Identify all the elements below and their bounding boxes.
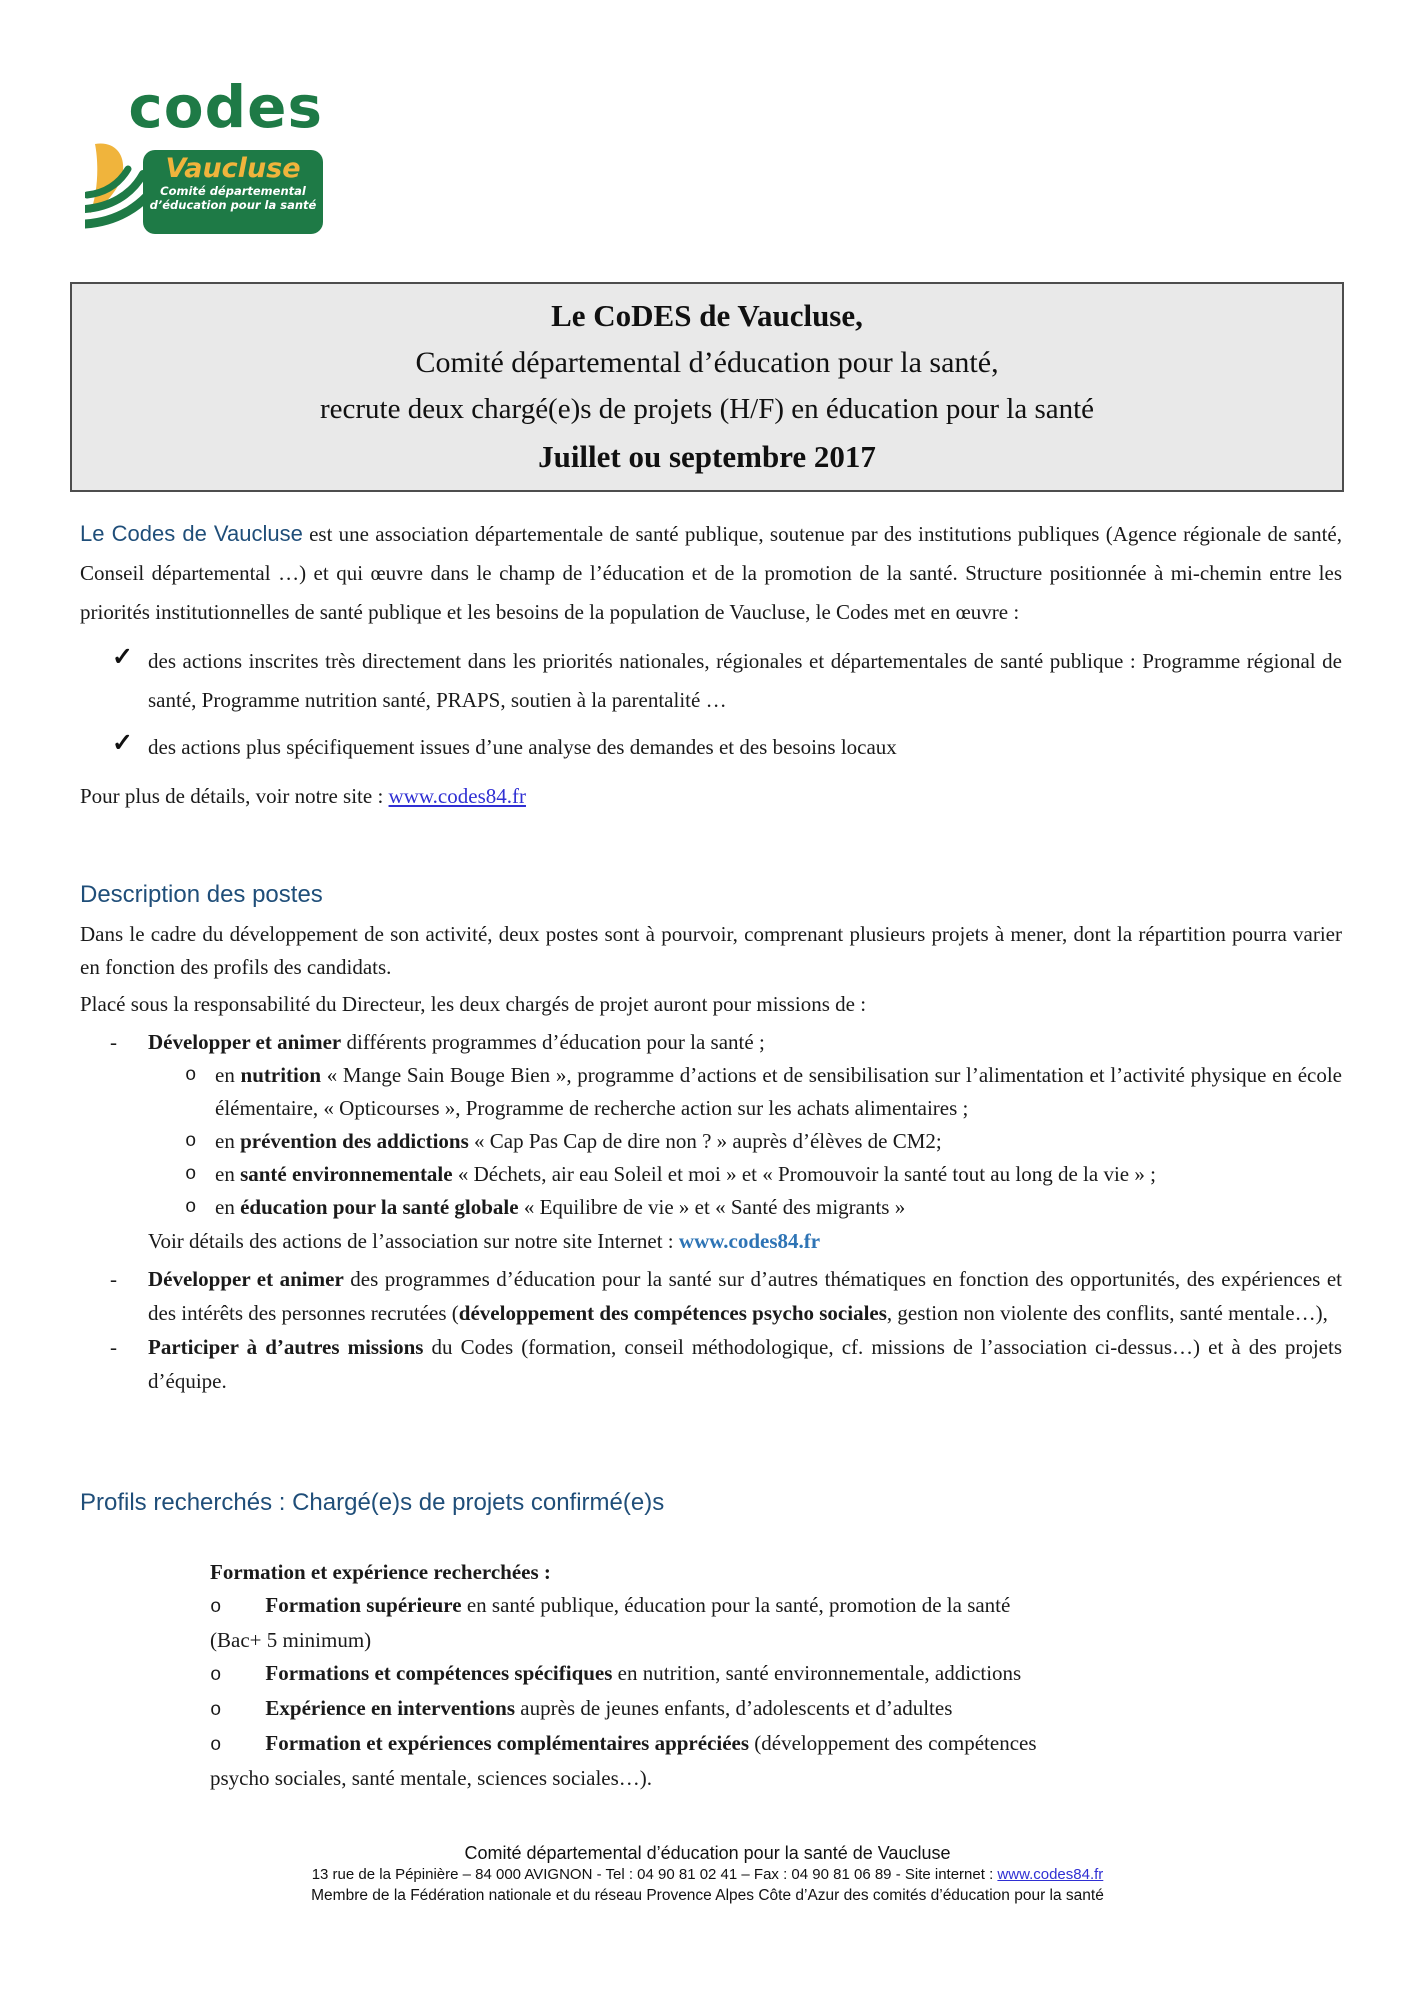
title-box	[70, 282, 1344, 492]
circle-bullet: o	[210, 1699, 222, 1721]
intro-text: est une association départementale de santé publique, soutenue par des institutions publiques (Agence régionale de santé, Conseil départemental …) et qui œuvre dans le champ de l’éducation et de la promotion de la santé. Structure positionnée à mi-chemin entre les priorités institutionnelles de santé publique et les besoins de la population de Vaucluse, le Codes met en œuvre :	[80, 522, 1342, 624]
document-body	[80, 514, 1342, 1795]
dash-bullet: -	[110, 1335, 117, 1359]
section-heading-description: Description des postes	[80, 881, 323, 908]
codes-vaucluse-logo	[85, 73, 323, 234]
check-item-text: des actions inscrites très directement dans les priorités nationales, régionales et départementales de santé publique : Programme régional de santé, Programme nutrition santé, PRAPS, soutien à la parentalité …	[148, 649, 1342, 712]
circle-bullet: o	[210, 1664, 222, 1686]
mission-sub-text: en santé environnementale « Déchets, air eau Soleil et moi » et « Promouvoir la santé tout au long de la vie » ;	[215, 1162, 1156, 1186]
footer-address	[0, 1864, 1415, 1885]
title-line-2: Comité départemental d’éducation pour la santé,	[415, 346, 999, 379]
mission-item-text: Développer et animer des programmes d’éducation pour la santé sur d’autres thématiques en fonction des opportunités, des expériences et des intérêts des personnes recrutées (développement des compétences psycho sociales, gestion non violente des conflits, santé mentale…),	[148, 1267, 1342, 1325]
mission-sub-text: en prévention des addictions « Cap Pas Cap de dire non ? » auprès d’élèves de CM2;	[215, 1129, 942, 1153]
missions-list	[80, 1262, 1342, 1398]
logo-region: Vaucluse	[165, 153, 301, 184]
checkmark-icon: ✓	[112, 730, 133, 757]
page-footer	[0, 1842, 1415, 1906]
profiles-block	[210, 1556, 1062, 1795]
site-note-label: Voir détails des actions de l’association sur notre site Internet :	[148, 1229, 679, 1253]
missions-list	[80, 1025, 1342, 1059]
profile-item-text: Formation supérieure en santé publique, éducation pour la santé, promotion de la santé (Bac+ 5 minimum)	[210, 1593, 1011, 1652]
website-link[interactable]: www.codes84.fr	[388, 784, 526, 808]
circle-bullet: o	[185, 1130, 197, 1152]
logo-region-box	[143, 150, 323, 234]
footer-address-text: 13 rue de la Pépinière – 84 000 AVIGNON - Tel : 04 90 81 02 41 – Fax : 04 90 81 06 89 - Site internet :	[311, 1866, 998, 1883]
check-item	[80, 728, 1342, 767]
circle-bullet: o	[210, 1734, 222, 1756]
footer-website-link[interactable]: www.codes84.fr	[997, 1866, 1104, 1883]
description-paragraph-1: Dans le cadre du développement de son activité, deux postes sont à pourvoir, comprenant plusieurs projets à mener, dont la répartition pourra varier en fonction des profils des candidats.	[80, 922, 1342, 979]
profile-item-text: Formation et expériences complémentaires appréciées (développement des compétences psycho sociales, santé mentale, sciences sociales…).	[210, 1731, 1037, 1790]
title-line-3: recrute deux chargé(e)s de projets (H/F) en éducation pour la santé	[319, 393, 1095, 425]
mission-item-text: Développer et animer différents programmes d’éducation pour la santé ;	[148, 1030, 765, 1054]
details-line	[80, 777, 1342, 816]
mission-item	[80, 1262, 1342, 1330]
mission-sub-text: en éducation pour la santé globale « Equilibre de vie » et « Santé des migrants »	[215, 1195, 906, 1219]
logo-tagline-line2: d’éducation pour la santé	[149, 197, 317, 212]
profile-item	[210, 1589, 1062, 1657]
description-paragraph-2: Placé sous la responsabilité du Directeur, les deux chargés de projet auront pour missions de :	[80, 992, 867, 1016]
details-label: Pour plus de détails, voir notre site :	[80, 784, 389, 808]
check-item	[80, 642, 1342, 720]
mission-item	[80, 1025, 1342, 1059]
check-list	[80, 642, 1342, 767]
dash-bullet: -	[110, 1030, 117, 1054]
check-item-text: des actions plus spécifiquement issues d’une analyse des demandes et des besoins locaux	[148, 735, 897, 759]
profile-item	[210, 1692, 1062, 1727]
profile-item	[210, 1657, 1062, 1692]
checkmark-icon: ✓	[112, 644, 133, 671]
mission-sublist	[80, 1059, 1342, 1224]
site-note	[148, 1224, 1342, 1258]
logo-tagline-line1: Comité départemental	[160, 184, 306, 198]
circle-bullet: o	[185, 1163, 197, 1185]
dash-bullet: -	[110, 1267, 117, 1291]
circle-bullet: o	[210, 1596, 222, 1618]
mission-item-text: Participer à d’autres missions du Codes (formation, conseil méthodologique, cf. missions de l’association ci-dessus…) et à des projets d’équipe.	[148, 1335, 1342, 1393]
footer-organization: Comité départemental d’éducation pour la santé de Vaucluse	[464, 1843, 951, 1863]
circle-bullet: o	[185, 1064, 197, 1086]
title-line-4: Juillet ou septembre 2017	[538, 439, 876, 474]
profile-item-text: Expérience en interventions auprès de jeunes enfants, d’adolescents et d’adultes	[265, 1696, 953, 1720]
section-heading-profiles: Profils recherchés : Chargé(e)s de projets confirmé(e)s	[80, 1489, 665, 1516]
mission-sub-item	[80, 1158, 1342, 1191]
profile-item	[210, 1727, 1062, 1795]
mission-item	[80, 1330, 1342, 1398]
mission-sub-item	[80, 1125, 1342, 1158]
mission-sub-item	[80, 1059, 1342, 1125]
mission-sub-text: en nutrition « Mange Sain Bouge Bien », programme d’actions et de sensibilisation sur l’alimentation et l’activité physique en école élémentaire, « Opticourses », Programme de recherche action sur les achats alimentaires ;	[215, 1063, 1342, 1120]
circle-bullet: o	[185, 1196, 197, 1218]
mission-sub-item	[80, 1191, 1342, 1224]
profiles-subheading: Formation et expérience recherchées :	[210, 1560, 551, 1584]
title-line-1: Le CoDES de Vaucluse,	[551, 298, 863, 333]
profile-item-text: Formations et compétences spécifiques en nutrition, santé environnementale, addictions	[265, 1661, 1022, 1685]
intro-paragraph	[80, 514, 1342, 632]
website-link-bold[interactable]: www.codes84.fr	[678, 1229, 821, 1253]
logo-brand: codes	[128, 73, 323, 141]
intro-lead: Le Codes de Vaucluse	[80, 521, 303, 546]
footer-membership: Membre de la Fédération nationale et du réseau Provence Alpes Côte d’Azur des comités d’éducation pour la santé	[311, 1887, 1104, 1904]
